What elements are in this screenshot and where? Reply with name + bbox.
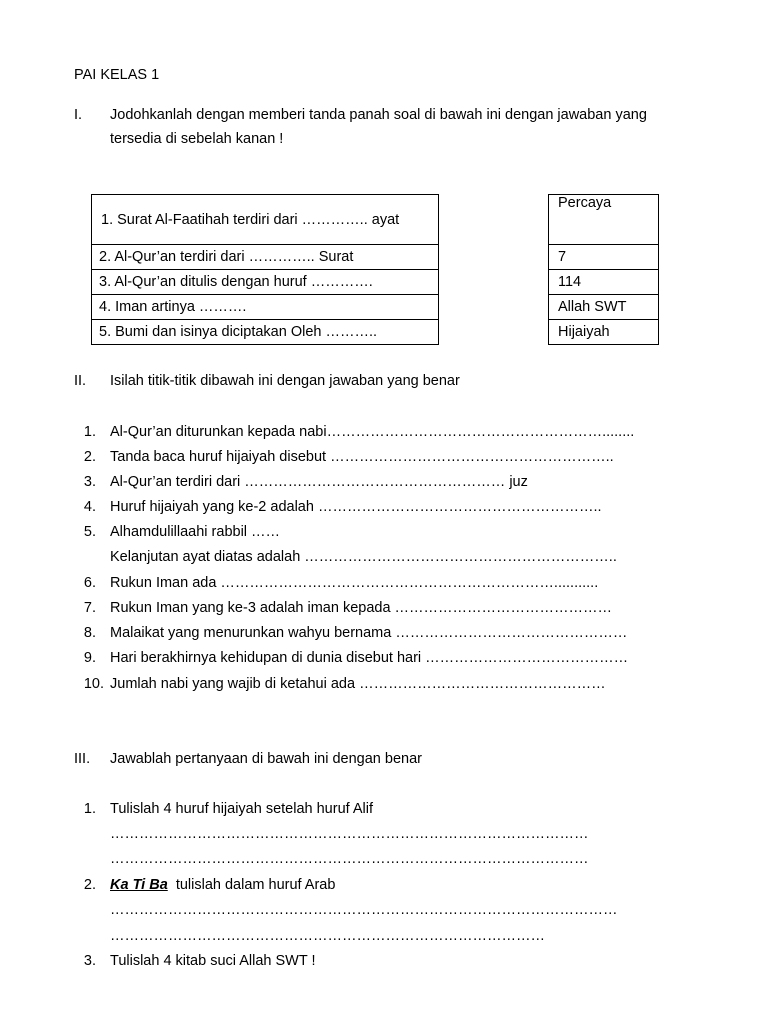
list-item: Rukun Iman ada ……………………………………………………………........... [110,575,599,591]
list-item: Tanda baca huruf hijaiyah disebut ………………………………………………….. [110,449,614,465]
questions-table [91,194,439,345]
item-number: 3. [83,953,96,969]
page-title: PAI KELAS 1 [74,67,160,83]
question-cell: 4. Iman artinya ………. [92,295,439,320]
question-cell: 3. Al-Qur’an ditulis dengan huruf …………. [92,270,439,295]
section-3-heading: Jawablah pertanyaan di bawah ini dengan benar [110,751,422,767]
section-1-instruction-line-1: Jodohkanlah dengan memberi tanda panah soal di bawah ini dengan jawaban yang [110,107,647,123]
list-item: Al-Qur’an diturunkan kepada nabi…………………………………………………........ [110,424,635,440]
section-1-instruction-line-2: tersedia di sebelah kanan ! [110,131,284,147]
item-number: 10. [83,676,104,692]
section-3-number: III. [74,751,91,767]
answer-cell: Hijaiyah [549,320,659,345]
answer-cell: 7 [549,245,659,270]
list-item-continuation: Kelanjutan ayat diatas adalah ……………………………………………………….. [110,549,617,565]
answers-table [548,194,659,345]
question-cell: 1. Surat Al-Faatihah terdiri dari ………….. ayat [92,195,439,245]
item-number: 2. [83,877,96,893]
section-2-heading: Isilah titik-titik dibawah ini dengan jawaban yang benar [110,373,460,389]
item-number: 1. [83,424,96,440]
answer-cell: Percaya [549,195,659,245]
essay-question-2 [110,877,335,893]
list-item: Jumlah nabi yang wajib di ketahui ada …………………………………………… [110,676,606,692]
essay-question-2-text: tulislah dalam huruf Arab [167,877,336,893]
answer-cell: 114 [549,270,659,295]
item-number: 3. [83,474,96,490]
question-cell: 2. Al-Qur’an terdiri dari ………….. Surat [92,245,439,270]
section-1-number: I. [74,107,83,123]
item-number: 8. [83,625,96,641]
list-item: Al-Qur’an terdiri dari ……………………………………………… juz [110,474,528,490]
question-cell: 5. Bumi dan isinya diciptakan Oleh ……….. [92,320,439,345]
list-item: Huruf hijaiyah yang ke-2 adalah ………………………………………………….. [110,499,602,515]
essay-question-1: Tulislah 4 huruf hijaiyah setelah huruf Alif [110,801,374,817]
item-number: 7. [83,600,96,616]
item-number: 4. [83,499,96,515]
list-item: Alhamdulillaahi rabbil …… [110,524,281,540]
item-number: 5. [83,524,96,540]
item-number: 9. [83,650,96,666]
item-number: 6. [83,575,96,591]
section-2-number: II. [74,373,87,389]
item-number: 2. [83,449,96,465]
syllables-emphasis: Ka Ti Ba [110,877,168,893]
answer-line: ……………………………………………………………………………………… [110,826,589,842]
answer-line: …………………………………………………………………………………………… [110,902,618,918]
answer-line: ……………………………………………………………………………………… [110,851,589,867]
answer-line: ……………………………………………………………………………… [110,928,545,944]
list-item: Rukun Iman yang ke-3 adalah iman kepada ……………………………………… [110,600,613,616]
essay-question-3: Tulislah 4 kitab suci Allah SWT ! [110,953,316,969]
answer-cell: Allah SWT [549,295,659,320]
list-item: Malaikat yang menurunkan wahyu bernama ………………………………………… [110,625,628,641]
item-number: 1. [83,801,96,817]
list-item: Hari berakhirnya kehidupan di dunia disebut hari …………………………………… [110,650,629,666]
